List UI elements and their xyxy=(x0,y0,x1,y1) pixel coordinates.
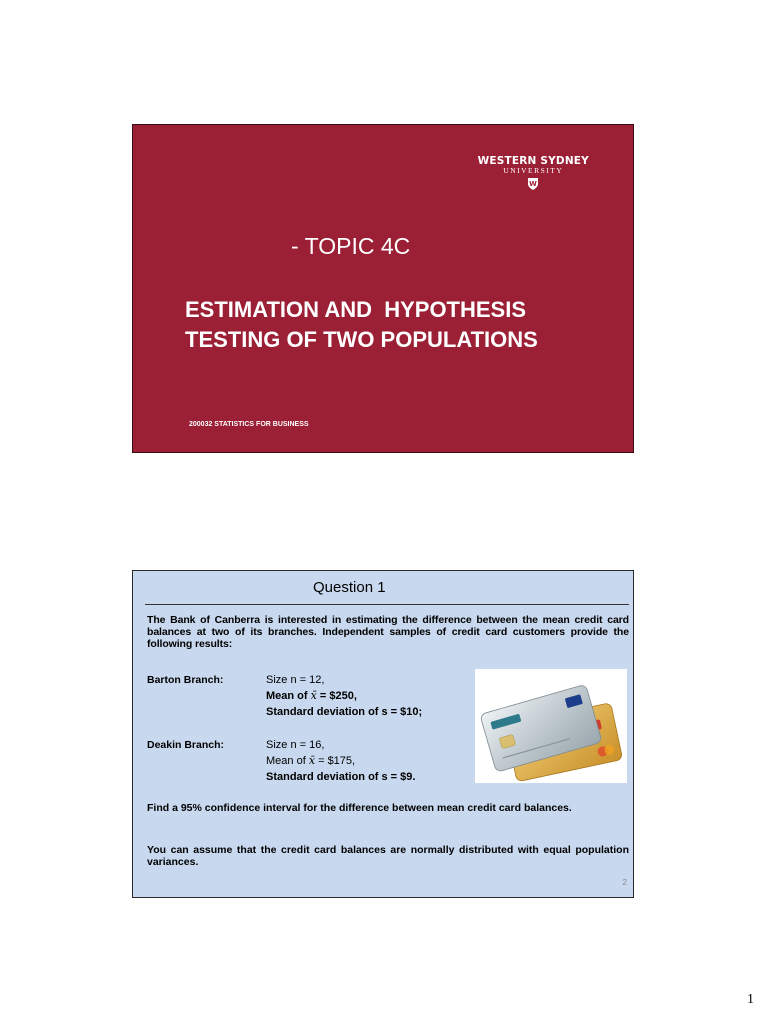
task-text: Find a 95% confidence interval for the difference between mean credit card balances. xyxy=(147,802,572,814)
slide-number: 2 xyxy=(622,878,627,887)
logo-line2: UNIVERSITY xyxy=(503,166,564,175)
title-line2: TESTING OF TWO POPULATIONS xyxy=(185,327,538,352)
barton-sd: Standard deviation of s = $10; xyxy=(266,706,423,718)
deakin-mean-value: = $175, xyxy=(315,755,356,767)
heading-divider xyxy=(145,604,629,605)
barton-label: Barton Branch: xyxy=(147,674,224,686)
logo-line1: WESTERN SYDNEY xyxy=(477,155,589,167)
slide-title xyxy=(185,295,538,355)
barton-mean-value: = $250, xyxy=(316,690,357,702)
university-logo xyxy=(478,155,589,191)
deakin-size: Size n = 16, xyxy=(266,739,325,751)
page-number: 1 xyxy=(747,992,754,1007)
barton-xbar: x̄ xyxy=(310,689,317,702)
question-heading: Question 1 xyxy=(313,579,386,596)
barton-size: Size n = 12, xyxy=(266,674,325,686)
credit-cards-image xyxy=(475,669,627,783)
deakin-xbar: x̄ xyxy=(308,754,316,767)
title-line1: ESTIMATION AND HYPOTHESIS xyxy=(185,297,527,322)
shield-mark: W xyxy=(529,180,538,188)
assumption-text: You can assume that the credit card balances are normally distributed with equal population variances. xyxy=(147,844,629,868)
topic-label: - TOPIC 4C xyxy=(291,233,411,259)
deakin-sd: Standard deviation of s = $9. xyxy=(266,771,416,783)
title-slide xyxy=(132,124,634,453)
question-intro: The Bank of Canberra is interested in estimating the difference between the mean credit card balances at two of its branches. Independent samples of credit card customers provide the following results: xyxy=(147,614,629,650)
barton-mean xyxy=(266,689,357,703)
course-code: 200032 STATISTICS FOR BUSINESS xyxy=(189,421,309,428)
barton-mean-prefix: Mean of xyxy=(266,690,311,702)
deakin-mean xyxy=(266,754,355,768)
shield-icon xyxy=(527,177,539,191)
credit-cards-icon xyxy=(475,669,627,783)
question-slide xyxy=(132,570,634,898)
deakin-label: Deakin Branch: xyxy=(147,739,225,751)
deakin-mean-prefix: Mean of xyxy=(266,755,309,767)
